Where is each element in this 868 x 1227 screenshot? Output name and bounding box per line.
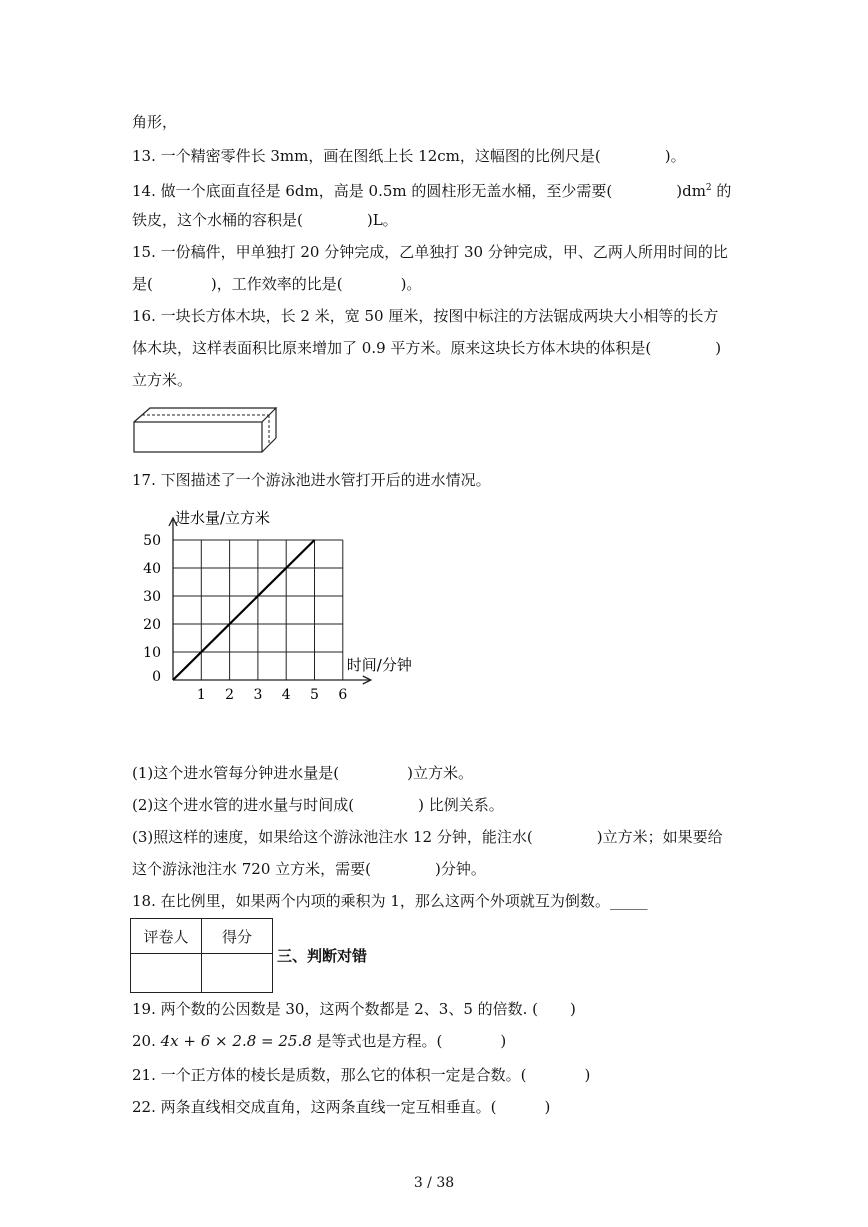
question-17: 17. 下图描述了一个游泳池进水管打开后的进水情况。 (132, 471, 491, 489)
x-tick-label: 3 (253, 687, 263, 703)
chart-axes (169, 518, 371, 684)
y-tick-label: 30 (143, 589, 161, 605)
question-22: 22. 两条直线相交成直角，这两条直线一定互相垂直。( ) (132, 1098, 551, 1116)
question-17-3: (3)照这样的速度，如果给这个游泳池注水 12 分钟，能注水( )立方米；如果要给 (132, 828, 723, 846)
question-15-cont: 是( )，工作效率的比是( )。 (132, 275, 422, 293)
y-tick-label: 40 (143, 561, 161, 577)
series-line (173, 540, 315, 680)
score-header: 得分 (202, 919, 273, 954)
chart-labels (143, 509, 412, 703)
question-18: 18. 在比例里，如果两个内项的乘积为 1，那么这两个外项就互为倒数。_____ (132, 892, 648, 910)
water-chart (140, 505, 430, 710)
cuboid-figure (130, 404, 280, 456)
x-tick-label: 6 (338, 687, 348, 703)
question-16-cont: 体木块，这样表面积比原来增加了 0.9 平方米。原来这块长方体木块的体积是( ) (132, 339, 722, 357)
x-tick-label: 1 (196, 687, 206, 703)
question-15: 15. 一份稿件，甲单独打 20 分钟完成，乙单独打 30 分钟完成，甲、乙两人所用时间的比 (132, 243, 728, 261)
question-19: 19. 两个数的公因数是 30，这两个数都是 2、3、5 的倍数. ( ) (132, 1000, 576, 1018)
page-number: 3 / 38 (413, 1175, 455, 1191)
x-axis-label: 时间/分钟 (346, 656, 412, 674)
reviewer-cell[interactable] (131, 954, 202, 993)
x-tick-label: 4 (281, 687, 291, 703)
reviewer-header: 评卷人 (131, 919, 202, 954)
question-16: 16. 一块长方体木块，长 2 米，宽 50 厘米，按图中标注的方法锯成两块大小相等的长方 (132, 307, 719, 325)
y-tick-label: 50 (143, 533, 161, 549)
question-17-3-cont: 这个游泳池注水 720 立方米，需要( )分钟。 (132, 860, 486, 878)
chart-grid (173, 540, 343, 680)
x-tick-label: 2 (225, 687, 235, 703)
question-14-cont: 铁皮，这个水桶的容积是( )L。 (132, 211, 398, 229)
score-cell[interactable] (202, 954, 273, 993)
score-table (130, 918, 273, 993)
chart-series (173, 540, 315, 680)
question-17-1: (1)这个进水管每分钟进水量是( )立方米。 (132, 764, 473, 782)
section-title: 三、判断对错 (277, 947, 368, 965)
question-16-cont2: 立方米。 (132, 371, 193, 389)
question-20: 20. 4x + 6 × 2.8 = 25.8 是等式也是方程。( ) (132, 1032, 507, 1050)
y-tick-label: 0 (152, 669, 161, 685)
y-tick-label: 20 (143, 617, 161, 633)
question-21: 21. 一个正方体的棱长是质数，那么它的体积一定是合数。( ) (132, 1066, 591, 1084)
x-tick-label: 5 (310, 687, 319, 703)
question-14: 14. 做一个底面直径是 6dm，高是 0.5m 的圆柱形无盖水桶，至少需要( )$dm^2$ 的 (132, 182, 732, 200)
text-line: 角形， (132, 113, 178, 131)
question-17-2: (2)这个进水管的进水量与时间成( ) 比例关系。 (132, 796, 504, 814)
y-tick-label: 10 (143, 645, 161, 661)
question-13: 13. 一个精密零件长 3mm，画在图纸上长 12cm，这幅图的比例尺是( )。 (132, 147, 686, 165)
equation: 4x + 6 × 2.8 = 25.8 (160, 1032, 312, 1050)
y-axis-label: 进水量/立方米 (175, 509, 271, 527)
